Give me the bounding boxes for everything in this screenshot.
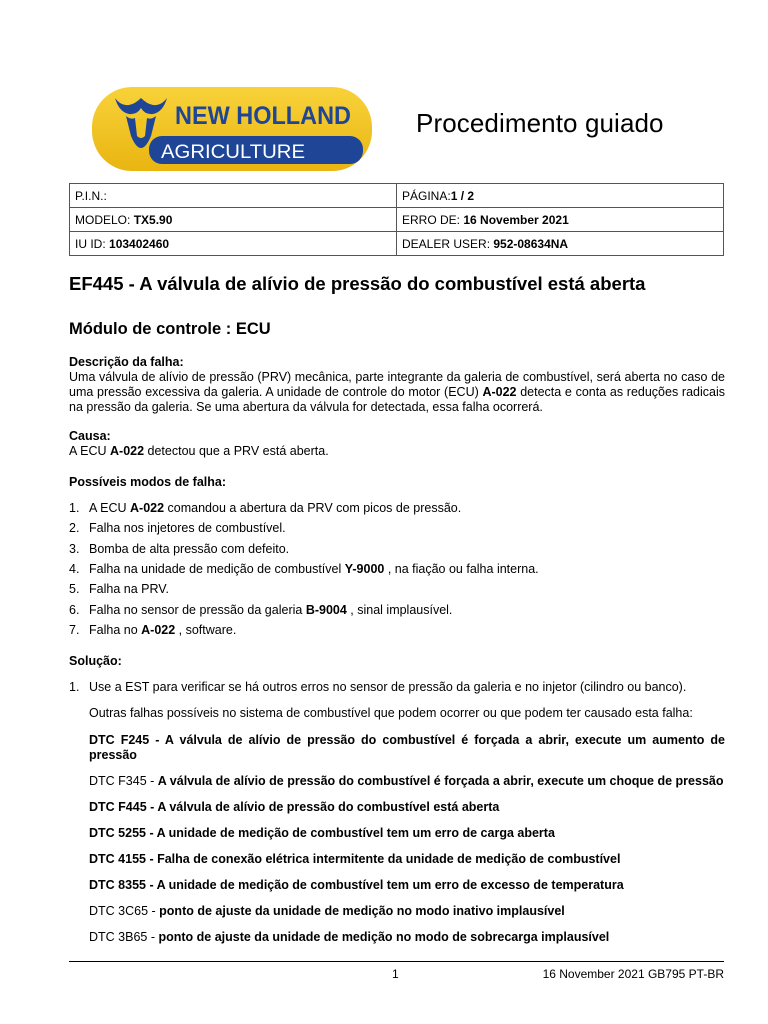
dtc-item bbox=[89, 852, 725, 867]
list-item-number: 1. bbox=[69, 501, 80, 515]
failure-modes-label bbox=[69, 475, 725, 490]
component-ref: A-022 bbox=[110, 444, 145, 458]
info-table bbox=[69, 183, 724, 256]
dealer-label: DEALER USER: bbox=[402, 236, 494, 251]
table-row bbox=[70, 232, 724, 256]
list-item bbox=[69, 542, 289, 556]
iu-value: 103402460 bbox=[109, 236, 170, 251]
logo-sub-text: AGRICULTURE bbox=[161, 142, 305, 163]
list-item-text: Falha no sensor de pressão da galeria bbox=[89, 602, 306, 617]
list-item-number: 5. bbox=[69, 582, 80, 597]
page-value: 1 / 2 bbox=[450, 188, 475, 203]
dtc-code: DTC 3B65 - bbox=[89, 930, 159, 944]
dtc-description: A válvula de alívio de pressão do combustível está aberta bbox=[157, 800, 500, 814]
error-value: 16 November 2021 bbox=[463, 212, 569, 227]
model-cell bbox=[70, 208, 397, 232]
cause-text-part: detectou que a PRV está aberta. bbox=[144, 444, 329, 458]
component-ref: A-022 bbox=[482, 385, 517, 399]
cause-text bbox=[69, 444, 725, 459]
dtc-description: ponto de ajuste da unidade de medição no modo de sobrecarga implausível bbox=[158, 930, 610, 944]
step-number: 1. bbox=[69, 680, 80, 694]
table-row bbox=[70, 208, 724, 232]
component-ref: A-022 bbox=[141, 622, 176, 637]
page-title: Procedimento guiado bbox=[416, 108, 664, 138]
cause-text-part: A ECU bbox=[69, 444, 110, 458]
error-label: ERRO DE: bbox=[402, 212, 464, 227]
fault-title: EF445 - A válvula de alívio de pressão do combustível está aberta bbox=[69, 273, 646, 294]
dtc-item bbox=[89, 800, 725, 815]
cause-label: Causa: bbox=[69, 429, 111, 443]
dealer-value: 952-08634NA bbox=[493, 236, 569, 251]
list-item-number: 6. bbox=[69, 602, 80, 617]
table-row bbox=[70, 184, 724, 208]
dtc-item bbox=[89, 930, 725, 945]
logo-brand-text: NEW HOLLAND bbox=[175, 102, 351, 130]
list-item bbox=[69, 521, 286, 535]
list-item bbox=[69, 562, 539, 576]
list-item-text: Bomba de alta pressão com defeito. bbox=[89, 541, 290, 556]
list-item-text: , software. bbox=[175, 622, 237, 637]
list-item-text: Falha no bbox=[89, 622, 142, 637]
dtc-code: DTC 8355 - bbox=[89, 878, 157, 892]
list-item-text: Falha nos injetores de combustível. bbox=[89, 521, 286, 536]
list-item bbox=[69, 582, 169, 596]
list-item-text: comandou a abertura da PRV com picos de pressão. bbox=[164, 501, 462, 515]
footer-page-number: 1 bbox=[392, 967, 399, 981]
iu-label: IU ID: bbox=[75, 236, 110, 251]
dtc-code: DTC F445 - bbox=[89, 800, 158, 814]
dtc-description: A unidade de medição de combustível tem um erro de excesso de temperatura bbox=[156, 878, 624, 892]
pin-label: P.I.N.: bbox=[75, 188, 107, 203]
description-text bbox=[69, 370, 725, 415]
list-item-text: , na fiação ou falha interna. bbox=[384, 561, 539, 576]
module-label: Módulo de controle : bbox=[69, 320, 236, 338]
list-item bbox=[69, 501, 461, 515]
list-item bbox=[69, 623, 236, 637]
error-cell bbox=[397, 208, 724, 232]
failure-modes-heading: Possíveis modos de falha: bbox=[69, 475, 226, 489]
list-item-text: Falha na unidade de medição de combustível bbox=[89, 561, 345, 576]
dtc-code: DTC 3C65 - bbox=[89, 904, 160, 918]
list-item-number: 2. bbox=[69, 521, 80, 536]
module-value: ECU bbox=[235, 320, 271, 338]
dtc-item bbox=[89, 904, 725, 919]
solution-heading: Solução: bbox=[69, 654, 122, 668]
dtc-description: A válvula de alívio de pressão do combustível é forçada a abrir, execute um choque de pressão bbox=[157, 774, 724, 788]
list-item-number: 3. bbox=[69, 541, 80, 556]
dtc-code: DTC F345 - bbox=[89, 774, 158, 788]
dtc-code: DTC 4155 - bbox=[89, 852, 158, 866]
list-item bbox=[69, 603, 452, 617]
description-text-part: Uma válvula de alívio de pressão (PRV) mecânica, parte integrante da galeria de combustível, será aberta no caso de uma pressão excessiva da galeria. A unidade de controle do motor (ECU) bbox=[69, 370, 725, 399]
module-heading bbox=[69, 320, 271, 339]
iu-cell bbox=[70, 232, 397, 256]
model-label: MODELO: bbox=[75, 212, 134, 227]
list-item-number: 4. bbox=[69, 561, 80, 576]
component-ref: A-022 bbox=[130, 501, 165, 515]
pin-cell bbox=[70, 184, 397, 208]
new-holland-logo bbox=[91, 86, 373, 172]
page-label: PÁGINA: bbox=[402, 188, 451, 203]
solution-label bbox=[69, 654, 725, 669]
dealer-cell bbox=[397, 232, 724, 256]
dtc-description: A válvula de alívio de pressão do combustível é forçada a abrir, execute um aumento de pressão bbox=[89, 733, 725, 762]
description-section bbox=[69, 355, 725, 415]
dtc-item bbox=[89, 774, 725, 789]
solution-step bbox=[69, 680, 725, 695]
dtc-item bbox=[89, 878, 725, 893]
list-item-text: , sinal implausível. bbox=[346, 602, 453, 617]
dtc-item bbox=[89, 733, 725, 763]
cause-section bbox=[69, 429, 725, 459]
dtc-code: DTC F245 - bbox=[89, 733, 165, 747]
other-failures-text: Outras falhas possíveis no sistema de combustível que podem ocorrer ou que podem ter causado esta falha: bbox=[89, 706, 693, 720]
dtc-description: ponto de ajuste da unidade de medição no modo inativo implausível bbox=[159, 904, 565, 918]
dtc-item bbox=[89, 826, 725, 841]
footer-divider bbox=[69, 961, 724, 962]
description-text-part: detecta e conta as reduções radicais na pressão da galeria. Se uma abertura da válvula for detectada, essa falha ocorrerá. bbox=[69, 385, 725, 414]
description-label: Descrição da falha: bbox=[69, 355, 184, 369]
dtc-code: DTC 5255 - bbox=[89, 826, 157, 840]
page-cell bbox=[397, 184, 724, 208]
list-item-number: 7. bbox=[69, 622, 80, 637]
step-text: Use a EST para verificar se há outros erros no sensor de pressão da galeria e no injetor (cilindro ou banco). bbox=[89, 680, 687, 694]
dtc-description: A unidade de medição de combustível tem um erro de carga aberta bbox=[156, 826, 555, 840]
list-item-text: A ECU bbox=[89, 501, 130, 515]
footer-doc-info: 16 November 2021 GB795 PT-BR bbox=[542, 967, 724, 981]
model-value: TX5.90 bbox=[133, 212, 173, 227]
dtc-description: Falha de conexão elétrica intermitente da unidade de medição de combustível bbox=[157, 852, 621, 866]
component-ref: B-9004 bbox=[305, 602, 347, 617]
list-item-text: Falha na PRV. bbox=[89, 582, 169, 597]
component-ref: Y-9000 bbox=[344, 561, 385, 576]
